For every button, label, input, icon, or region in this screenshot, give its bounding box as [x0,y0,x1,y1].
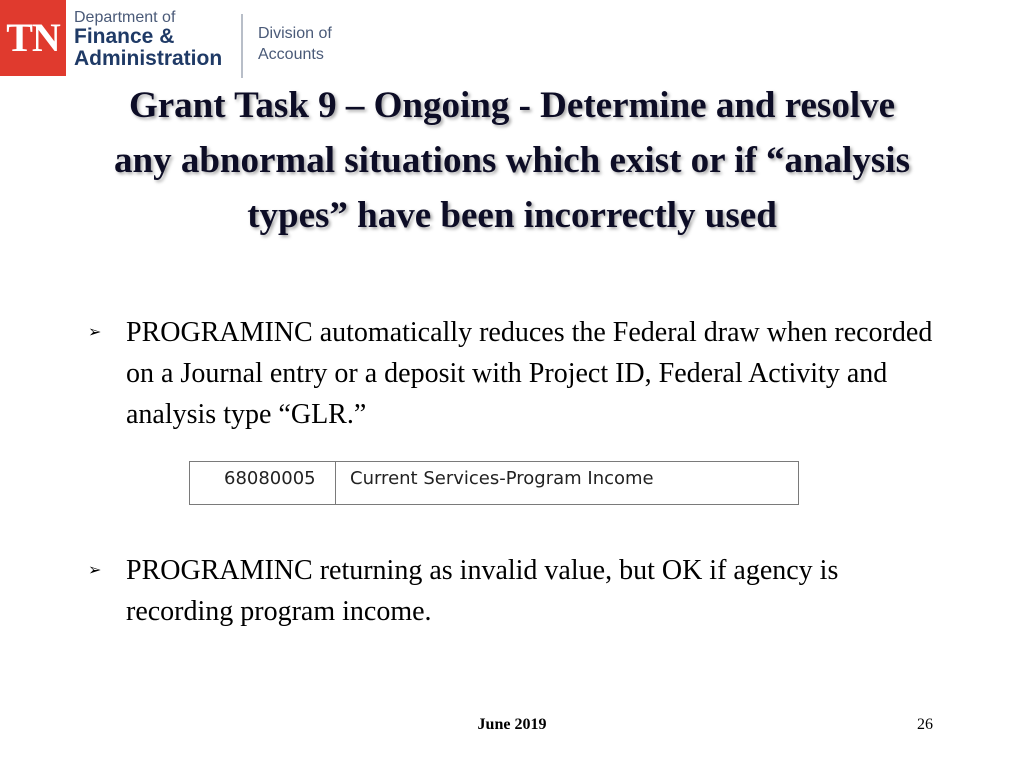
division-logo-text [258,24,332,66]
division-line1: Division of [258,25,332,42]
bullet-text: PROGRAMINC returning as invalid value, but OK if agency is recording program income. [126,555,839,627]
bullet-item [88,312,948,435]
header-divider [241,14,243,78]
arrow-bullet-icon: ➢ [88,322,102,341]
bullet-text: PROGRAMINC automatically reduces the Federal draw when recorded on a Journal entry or a deposit with Project ID, Federal Activity and analysis type “GLR.” [126,317,933,430]
department-line1: Department of [74,9,176,26]
slide-title [0,78,1024,243]
slide-title-line2: any abnormal situations which exist or if “analysis [114,140,910,181]
department-line3: Administration [74,46,223,70]
page-number: 26 [917,716,933,733]
account-table [189,461,799,505]
bullet-item [88,550,948,632]
tn-logo-badge: TN [0,0,66,76]
division-line2: Accounts [258,45,324,63]
slide-title-line1: Grant Task 9 – Ongoing - Determine and resolve [128,85,896,126]
account-code-cell: 68080005 [190,462,336,504]
arrow-bullet-icon: ➢ [88,560,102,579]
slide-title-line3: types” have been incorrectly used [247,195,777,236]
department-logo-text [74,10,222,69]
account-description-cell: Current Services-Program Income [350,468,654,489]
footer-date: June 2019 [477,716,547,733]
department-line2: Finance & [74,25,175,49]
header [0,0,1024,80]
